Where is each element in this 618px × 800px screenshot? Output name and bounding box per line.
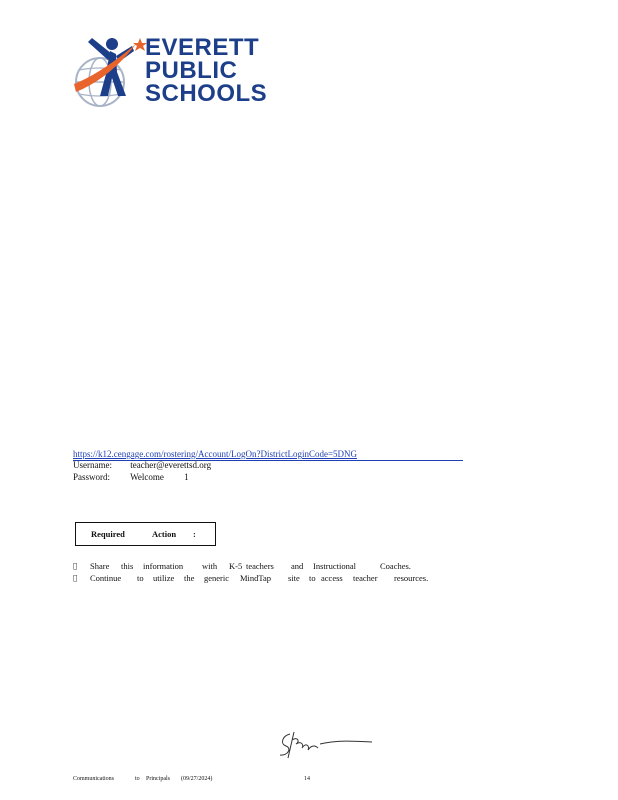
- list-item-word: teacher: [353, 573, 378, 583]
- student-globe-logo-icon: [70, 34, 150, 114]
- signature-scribble: [276, 728, 376, 762]
- list-item-word: generic: [204, 573, 230, 583]
- bullet-icon: [73, 560, 81, 572]
- list-item-word: utilize: [153, 573, 175, 583]
- bullet-icon: [73, 572, 81, 584]
- list-item-word: MindTap: [240, 573, 272, 583]
- logo-line-everett: EVERETT: [145, 34, 260, 61]
- list-item-word: with: [202, 561, 218, 571]
- password-value: Welcome: [130, 472, 164, 482]
- footer-word: Principals: [146, 776, 170, 782]
- list-item-word: to: [137, 573, 144, 583]
- district-logo: [70, 34, 268, 114]
- username-label: Username:: [73, 460, 112, 470]
- action-word: Action: [152, 529, 177, 539]
- footer-word: to: [135, 776, 140, 782]
- footer-date: (09/27/2024): [181, 776, 213, 782]
- username-row: [73, 460, 211, 470]
- logo-wordmark: [145, 36, 267, 105]
- list-item-word: Coaches.: [380, 561, 411, 571]
- list-item-word: this: [121, 561, 134, 571]
- login-url-link[interactable]: https://k12.cengage.com/rostering/Account/LogOn?DistrictLoginCode=5DNG: [73, 449, 463, 461]
- password-label: Password:: [73, 472, 111, 482]
- list-item-word: K-5: [229, 561, 243, 571]
- list-item-word: access: [321, 573, 343, 583]
- logo-line-public: PUBLIC: [145, 57, 238, 84]
- logo-line-schools: SCHOOLS: [145, 80, 268, 107]
- list-item-word: and: [291, 561, 304, 571]
- list-item-word: information: [143, 561, 184, 571]
- required-action-box: [75, 522, 216, 546]
- footer-word: Communications: [73, 776, 114, 782]
- password-row: [73, 472, 189, 482]
- list-item-word: teachers: [246, 561, 274, 571]
- list-item-word: resources.: [394, 573, 429, 583]
- username-value: teacher@everettsd.org: [130, 460, 212, 470]
- list-item-word: Share: [90, 561, 110, 571]
- required-word: Required: [91, 529, 125, 539]
- required-action-colon: :: [193, 529, 196, 539]
- list-item-word: to: [309, 573, 316, 583]
- footer-page-number: 14: [304, 776, 310, 782]
- list-item-word: Continue: [90, 573, 122, 583]
- password-suffix: 1: [184, 472, 189, 482]
- list-item-word: Instructional: [313, 561, 356, 571]
- list-item-word: the: [184, 573, 195, 583]
- list-item-word: site: [288, 573, 300, 583]
